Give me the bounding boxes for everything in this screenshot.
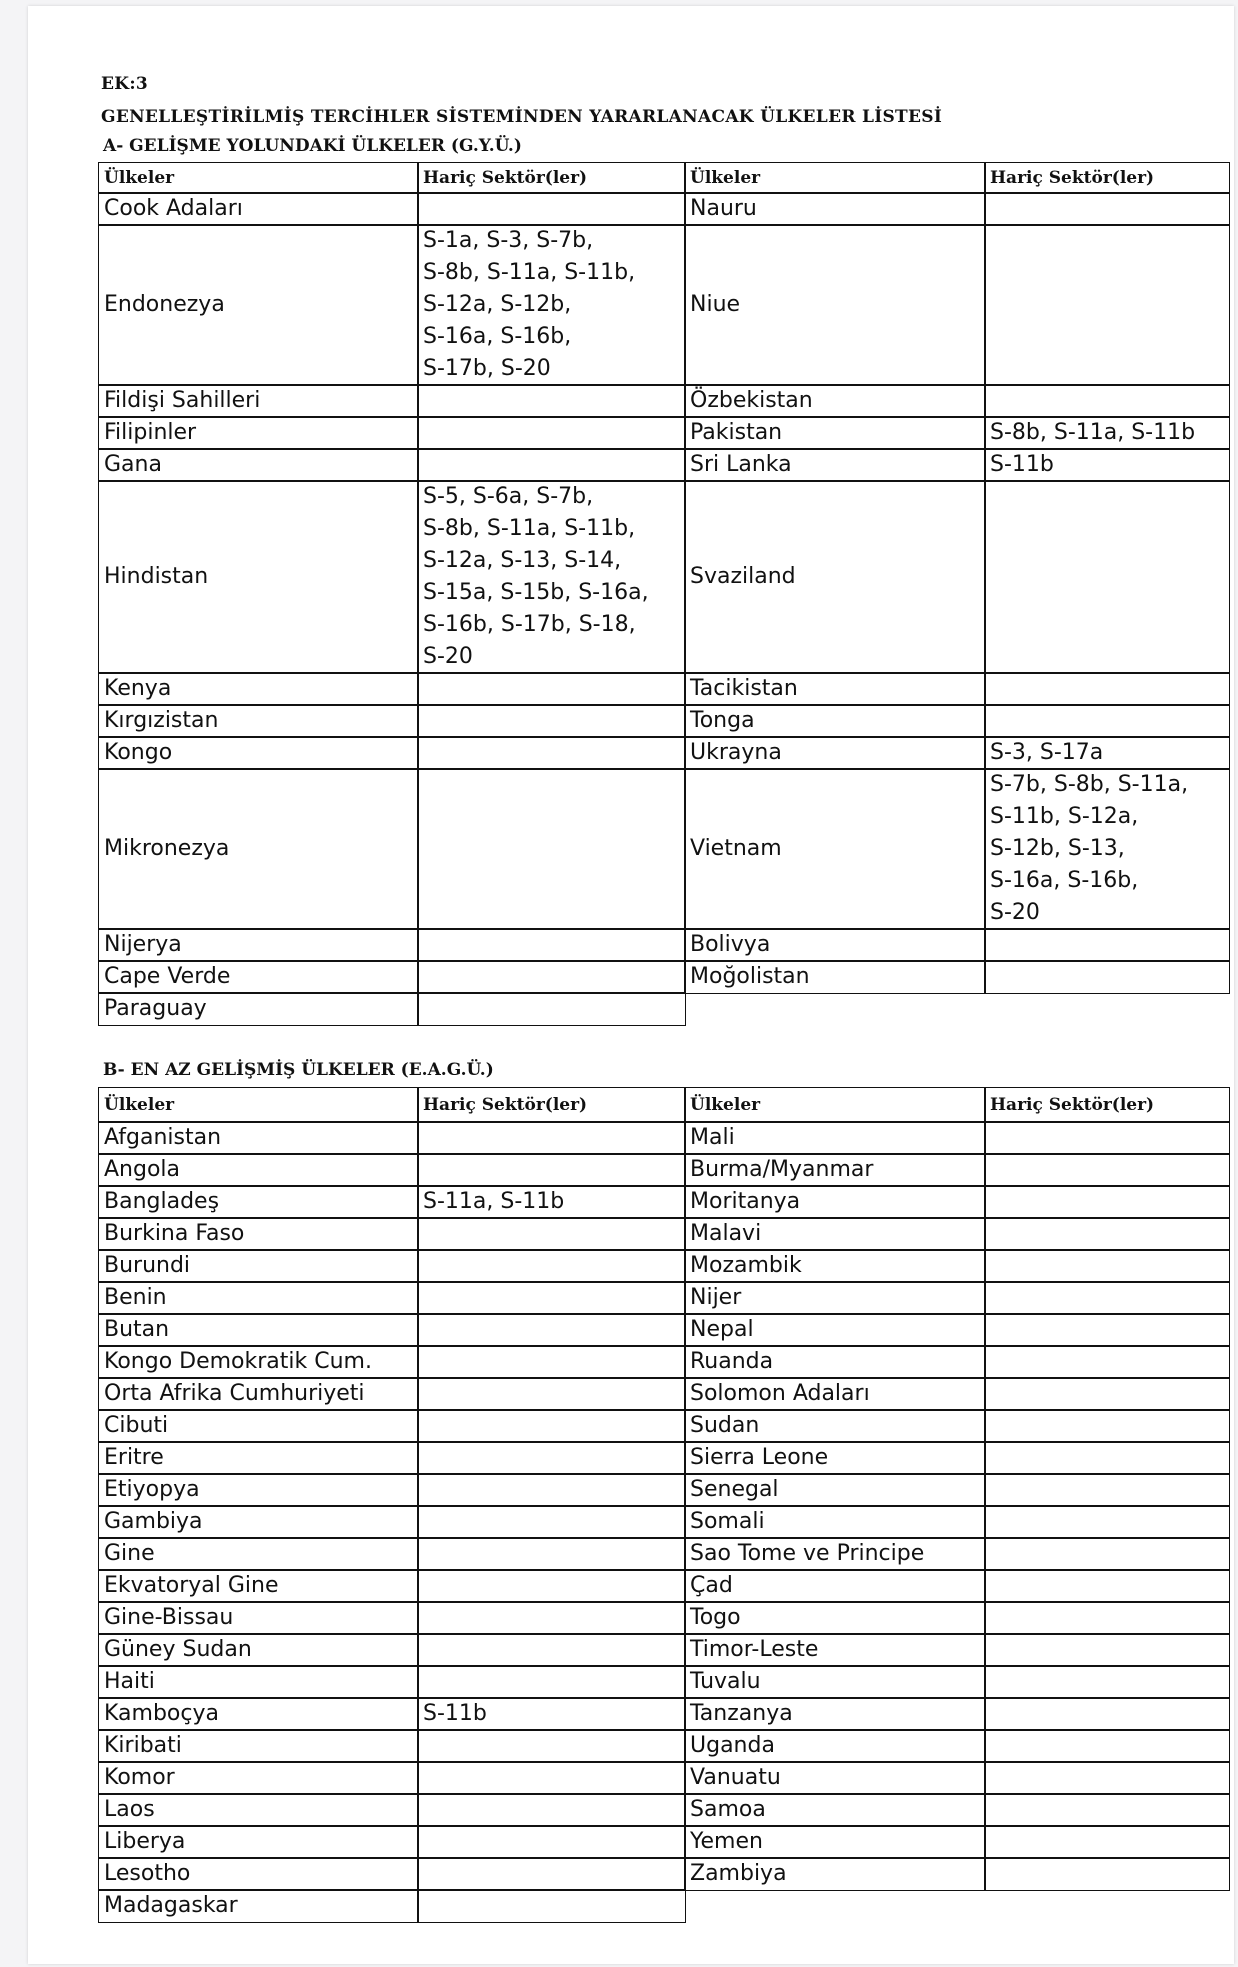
excluded-sectors-cell xyxy=(417,416,686,450)
excluded-sectors-cell xyxy=(417,1505,686,1539)
excluded-sectors-cell xyxy=(984,1249,1230,1283)
country-cell: Angola xyxy=(98,1153,419,1187)
country-cell: Kırgızistan xyxy=(98,704,419,738)
excluded-sectors-cell: S-11a, S-11b xyxy=(417,1185,686,1219)
excluded-sectors-cell xyxy=(417,992,686,1026)
country-cell: Burma/Myanmar xyxy=(684,1153,986,1187)
country-cell: Burundi xyxy=(98,1249,419,1283)
excluded-sectors-cell xyxy=(984,1441,1230,1475)
excluded-sectors-cell xyxy=(984,1793,1230,1827)
excluded-sectors-cell xyxy=(984,1121,1230,1155)
excluded-sectors-cell xyxy=(984,1345,1230,1379)
excluded-sectors-cell xyxy=(984,928,1230,962)
country-cell: Uganda xyxy=(684,1729,986,1763)
country-cell: Benin xyxy=(98,1281,419,1315)
excluded-sectors-cell xyxy=(417,448,686,482)
excluded-sectors-cell: S-8b, S-11a, S-11b xyxy=(984,416,1230,450)
section-a-heading: A- GELİŞME YOLUNDAKİ ÜLKELER (G.Y.Ü.) xyxy=(103,136,522,156)
country-cell: Endonezya xyxy=(98,224,419,386)
country-cell: Moritanya xyxy=(684,1185,986,1219)
excluded-sectors-cell xyxy=(984,1729,1230,1763)
header-country-col-1: Ülkeler xyxy=(98,162,419,194)
country-cell: Somali xyxy=(684,1505,986,1539)
excluded-sectors-cell xyxy=(984,384,1230,418)
country-cell: Haiti xyxy=(98,1665,419,1699)
excluded-sectors-cell xyxy=(984,192,1230,226)
excluded-sectors-cell xyxy=(417,928,686,962)
excluded-sectors-cell xyxy=(417,1729,686,1763)
excluded-sectors-cell xyxy=(984,1857,1230,1891)
country-cell: Butan xyxy=(98,1313,419,1347)
excluded-sectors-cell xyxy=(417,1441,686,1475)
country-cell: Cibuti xyxy=(98,1409,419,1443)
excluded-sectors-cell: S-1a, S-3, S-7b, S-8b, S-11a, S-11b, S-12a, S-12b, S-16a, S-16b, S-17b, S-20 xyxy=(417,224,686,386)
excluded-sectors-cell xyxy=(417,192,686,226)
country-cell: Bangladeş xyxy=(98,1185,419,1219)
excluded-sectors-cell: S-3, S-17a xyxy=(984,736,1230,770)
country-cell: Mozambik xyxy=(684,1249,986,1283)
excluded-sectors-cell: S-11b xyxy=(984,448,1230,482)
country-cell: Eritre xyxy=(98,1441,419,1475)
excluded-sectors-cell xyxy=(417,1377,686,1411)
country-cell: Kiribati xyxy=(98,1729,419,1763)
country-cell: Ekvatoryal Gine xyxy=(98,1569,419,1603)
country-cell: Sri Lanka xyxy=(684,448,986,482)
country-cell: Niue xyxy=(684,224,986,386)
header-excluded-col-1: Hariç Sektör(ler) xyxy=(417,1087,686,1123)
excluded-sectors-cell xyxy=(417,1313,686,1347)
header-country-col-2: Ülkeler xyxy=(684,1087,986,1123)
country-cell: Tuvalu xyxy=(684,1665,986,1699)
annex-label: EK:3 xyxy=(101,74,149,94)
excluded-sectors-cell xyxy=(984,1633,1230,1667)
country-cell: Kongo Demokratik Cum. xyxy=(98,1345,419,1379)
country-cell: Laos xyxy=(98,1793,419,1827)
excluded-sectors-cell xyxy=(417,1569,686,1603)
country-cell: Nijerya xyxy=(98,928,419,962)
excluded-sectors-cell: S-7b, S-8b, S-11a, S-11b, S-12a, S-12b, S-13, S-16a, S-16b, S-20 xyxy=(984,768,1230,930)
excluded-sectors-cell xyxy=(417,1601,686,1635)
country-cell: Samoa xyxy=(684,1793,986,1827)
header-excluded-col-1: Hariç Sektör(ler) xyxy=(417,162,686,194)
document-title: GENELLEŞTİRİLMİŞ TERCİHLER SİSTEMİNDEN YARARLANACAK ÜLKELER LİSTESİ xyxy=(101,107,943,127)
excluded-sectors-cell xyxy=(417,1345,686,1379)
country-cell: Yemen xyxy=(684,1825,986,1859)
country-cell: Filipinler xyxy=(98,416,419,450)
excluded-sectors-cell xyxy=(417,1537,686,1571)
header-excluded-col-2: Hariç Sektör(ler) xyxy=(984,1087,1230,1123)
excluded-sectors-cell xyxy=(984,1601,1230,1635)
country-cell: Cook Adaları xyxy=(98,192,419,226)
country-cell: Svaziland xyxy=(684,480,986,674)
country-cell: Sao Tome ve Principe xyxy=(684,1537,986,1571)
country-cell: Etiyopya xyxy=(98,1473,419,1507)
excluded-sectors-cell xyxy=(984,704,1230,738)
country-cell: Timor-Leste xyxy=(684,1633,986,1667)
excluded-sectors-cell: S-5, S-6a, S-7b, S-8b, S-11a, S-11b, S-12a, S-13, S-14, S-15a, S-15b, S-16a, S-16b, S-17b, S-18, S-20 xyxy=(417,480,686,674)
country-cell: Fildişi Sahilleri xyxy=(98,384,419,418)
excluded-sectors-cell xyxy=(417,1665,686,1699)
country-cell: Sudan xyxy=(684,1409,986,1443)
country-cell: Malavi xyxy=(684,1217,986,1251)
country-cell: Vietnam xyxy=(684,768,986,930)
excluded-sectors-cell xyxy=(417,384,686,418)
excluded-sectors-cell xyxy=(984,1409,1230,1443)
country-cell: Senegal xyxy=(684,1473,986,1507)
country-cell: Çad xyxy=(684,1569,986,1603)
country-cell: Gambiya xyxy=(98,1505,419,1539)
header-country-col-1: Ülkeler xyxy=(98,1087,419,1123)
excluded-sectors-cell xyxy=(984,1665,1230,1699)
country-cell: Bolivya xyxy=(684,928,986,962)
excluded-sectors-cell xyxy=(984,1569,1230,1603)
country-cell: Solomon Adaları xyxy=(684,1377,986,1411)
country-cell: Madagaskar xyxy=(98,1889,419,1923)
excluded-sectors-cell xyxy=(417,1473,686,1507)
excluded-sectors-cell xyxy=(417,672,686,706)
excluded-sectors-cell xyxy=(984,672,1230,706)
excluded-sectors-cell xyxy=(417,1217,686,1251)
country-cell: Liberya xyxy=(98,1825,419,1859)
country-cell: Gine xyxy=(98,1537,419,1571)
country-cell: Kenya xyxy=(98,672,419,706)
excluded-sectors-cell xyxy=(417,1793,686,1827)
excluded-sectors-cell xyxy=(984,960,1230,994)
country-cell: Cape Verde xyxy=(98,960,419,994)
country-cell: Sierra Leone xyxy=(684,1441,986,1475)
country-cell: Orta Afrika Cumhuriyeti xyxy=(98,1377,419,1411)
excluded-sectors-cell xyxy=(984,1761,1230,1795)
country-cell: Tacikistan xyxy=(684,672,986,706)
country-cell: Pakistan xyxy=(684,416,986,450)
country-cell: Güney Sudan xyxy=(98,1633,419,1667)
excluded-sectors-cell xyxy=(984,1697,1230,1731)
excluded-sectors-cell xyxy=(417,736,686,770)
document-page xyxy=(28,6,1234,1964)
country-cell: Nauru xyxy=(684,192,986,226)
country-cell: Ukrayna xyxy=(684,736,986,770)
section-b-heading: B- EN AZ GELİŞMİŞ ÜLKELER (E.A.G.Ü.) xyxy=(103,1060,494,1080)
excluded-sectors-cell xyxy=(984,1185,1230,1219)
excluded-sectors-cell xyxy=(417,1857,686,1891)
country-cell: Kongo xyxy=(98,736,419,770)
excluded-sectors-cell xyxy=(984,1377,1230,1411)
country-cell: Togo xyxy=(684,1601,986,1635)
country-cell: Gana xyxy=(98,448,419,482)
excluded-sectors-cell: S-11b xyxy=(417,1697,686,1731)
excluded-sectors-cell xyxy=(417,704,686,738)
excluded-sectors-cell xyxy=(984,1825,1230,1859)
country-cell: Paraguay xyxy=(98,992,419,1026)
excluded-sectors-cell xyxy=(417,1153,686,1187)
excluded-sectors-cell xyxy=(417,1409,686,1443)
country-cell: Ruanda xyxy=(684,1345,986,1379)
country-cell: Tanzanya xyxy=(684,1697,986,1731)
excluded-sectors-cell xyxy=(984,1153,1230,1187)
country-cell: Lesotho xyxy=(98,1857,419,1891)
excluded-sectors-cell xyxy=(984,224,1230,386)
country-cell: Zambiya xyxy=(684,1857,986,1891)
country-cell: Moğolistan xyxy=(684,960,986,994)
excluded-sectors-cell xyxy=(417,960,686,994)
excluded-sectors-cell xyxy=(417,1281,686,1315)
country-cell: Mali xyxy=(684,1121,986,1155)
country-cell: Mikronezya xyxy=(98,768,419,930)
country-cell: Hindistan xyxy=(98,480,419,674)
excluded-sectors-cell xyxy=(984,1537,1230,1571)
excluded-sectors-cell xyxy=(984,1217,1230,1251)
excluded-sectors-cell xyxy=(417,1889,686,1923)
country-cell: Nepal xyxy=(684,1313,986,1347)
country-cell: Afganistan xyxy=(98,1121,419,1155)
country-cell: Tonga xyxy=(684,704,986,738)
country-cell: Özbekistan xyxy=(684,384,986,418)
excluded-sectors-cell xyxy=(984,1281,1230,1315)
excluded-sectors-cell xyxy=(417,1761,686,1795)
excluded-sectors-cell xyxy=(417,1633,686,1667)
country-cell: Burkina Faso xyxy=(98,1217,419,1251)
excluded-sectors-cell xyxy=(417,1121,686,1155)
excluded-sectors-cell xyxy=(417,768,686,930)
excluded-sectors-cell xyxy=(984,1313,1230,1347)
header-country-col-2: Ülkeler xyxy=(684,162,986,194)
country-cell: Vanuatu xyxy=(684,1761,986,1795)
excluded-sectors-cell xyxy=(417,1825,686,1859)
country-cell: Komor xyxy=(98,1761,419,1795)
excluded-sectors-cell xyxy=(984,480,1230,674)
header-excluded-col-2: Hariç Sektör(ler) xyxy=(984,162,1230,194)
country-cell: Kamboçya xyxy=(98,1697,419,1731)
excluded-sectors-cell xyxy=(984,1505,1230,1539)
excluded-sectors-cell xyxy=(984,1473,1230,1507)
country-cell: Nijer xyxy=(684,1281,986,1315)
excluded-sectors-cell xyxy=(417,1249,686,1283)
country-cell: Gine-Bissau xyxy=(98,1601,419,1635)
